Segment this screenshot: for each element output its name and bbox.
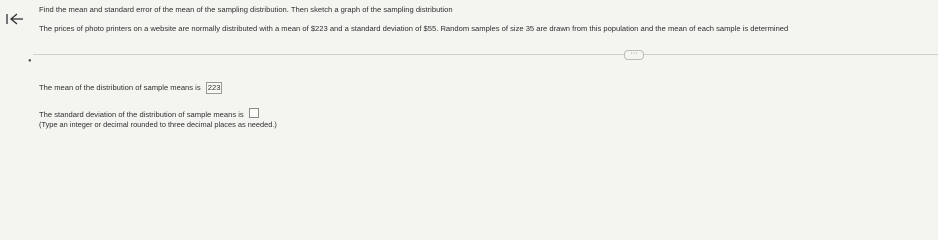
- section-divider: [33, 54, 938, 55]
- rounding-hint: (Type an integer or decimal rounded to three decimal places as needed.): [39, 120, 277, 129]
- expand-more-button[interactable]: ···: [624, 50, 644, 60]
- sd-label: The standard deviation of the distribution of sample means is: [39, 110, 244, 119]
- question-prompt: Find the mean and standard error of the mean of the sampling distribution. Then sketch a graph of the sampling distribution: [39, 5, 453, 14]
- problem-statement: The prices of photo printers on a website are normally distributed with a mean of $223 and a standard deviation of $55. Random samples of size 35 are drawn from this population and the mean of each sample is determined: [39, 24, 789, 33]
- mean-answer-row: [39, 82, 222, 94]
- sd-answer-input[interactable]: [249, 108, 259, 118]
- mean-label: The mean of the distribution of sample means is: [39, 83, 201, 92]
- back-arrow-icon[interactable]: [6, 12, 24, 26]
- bullet-marker: ●: [28, 58, 32, 64]
- mean-answer-input[interactable]: 223: [207, 83, 221, 92]
